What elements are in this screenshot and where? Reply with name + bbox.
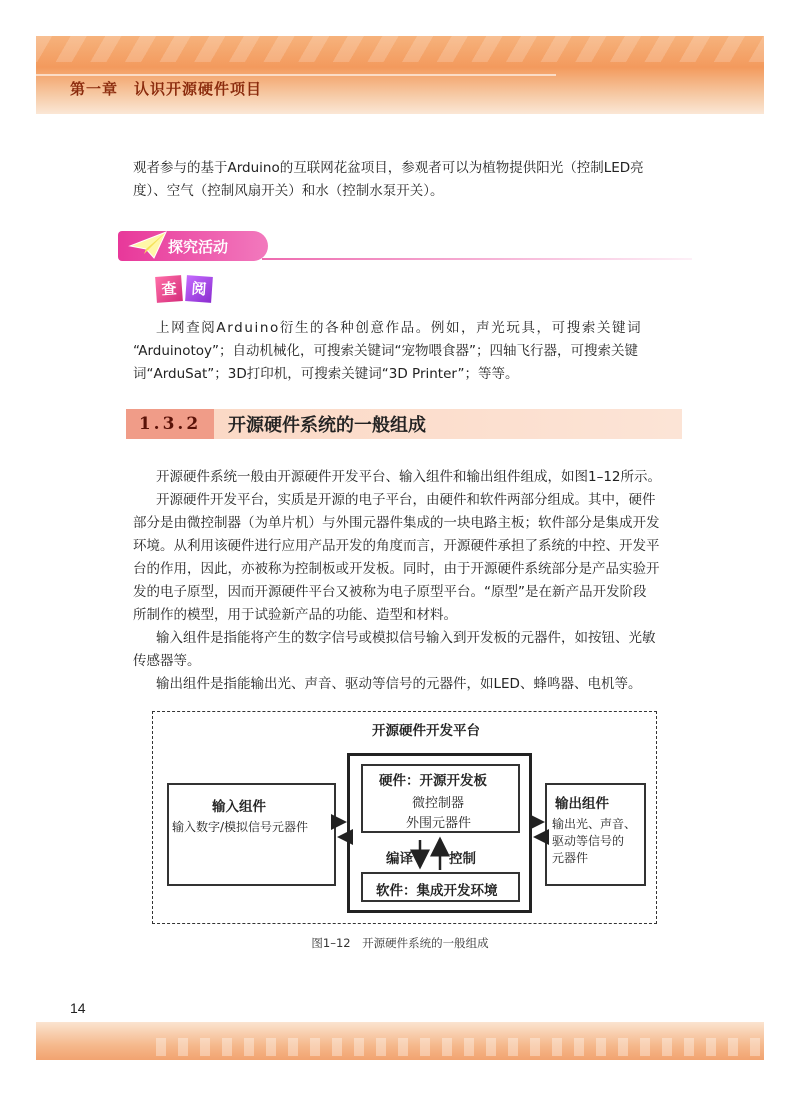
body-line-2: 开源硬件开发平台，实质是开源的电子平台，由硬件和软件两部分组成。其中，硬件 xyxy=(156,492,656,508)
output-desc-2: 驱动等信号的 xyxy=(552,834,625,848)
compile-label: 编译 xyxy=(386,851,413,867)
body-line-3: 部分是由微控制器（为单片机）与外围元器件集成的一块电路主板；软件部分是集成开发 xyxy=(133,515,660,531)
activity-line-2: “Arduinotoy”；自动机械化，可搜索关键词“宠物喂食器”；四轴飞行器，可搜索关键 xyxy=(133,343,639,359)
output-desc-3: 元器件 xyxy=(552,851,589,865)
body-line-10: 输出组件是指能输出光、声音、驱动等信号的元器件，如LED、蜂鸣器、电机等。 xyxy=(156,676,642,692)
output-title: 输出组件 xyxy=(555,796,609,812)
footer-banner xyxy=(36,1022,764,1060)
badge-yue: 阅 xyxy=(185,275,213,303)
hardware-item-peripheral: 外围元器件 xyxy=(406,816,472,831)
page-number: 14 xyxy=(70,1000,86,1016)
activity-label: 探究活动 xyxy=(168,238,229,256)
hardware-item-mcu: 微控制器 xyxy=(412,796,465,811)
hardware-title: 硬件：开源开发板 xyxy=(379,773,487,789)
chapter-title: 第一章 认识开源硬件项目 xyxy=(70,80,263,98)
body-line-9: 传感器等。 xyxy=(133,653,201,669)
activity-line-1: 上网查阅Arduino衍生的各种创意作品。例如，声光玩具，可搜索关键词 xyxy=(156,320,643,336)
software-title: 软件：集成开发环境 xyxy=(376,883,498,899)
output-desc-1: 输出光、声音、 xyxy=(552,817,637,831)
control-label: 控制 xyxy=(449,851,476,867)
body-line-4: 环境。从利用该硬件进行应用产品开发的角度而言，开源硬件承担了系统的中控、开发平 xyxy=(133,538,660,554)
body-line-7: 所制作的模型，用于试验新产品的功能、造型和材料。 xyxy=(133,607,457,623)
body-line-8: 输入组件是指能将产生的数字信号或模拟信号输入到开发板的元器件，如按钮、光敏 xyxy=(156,630,656,646)
section-number: 1.3.2 xyxy=(126,409,214,439)
badge-cha: 查 xyxy=(155,275,183,303)
input-title: 输入组件 xyxy=(212,799,266,815)
body-line-1: 开源硬件系统一般由开源硬件开发平台、输入组件和输出组件组成，如图1–12所示。 xyxy=(156,469,662,485)
section-title: 开源硬件系统的一般组成 xyxy=(228,415,426,436)
figure-caption: 图1–12 开源硬件系统的一般组成 xyxy=(311,936,489,950)
intro-line-1: 观者参与的基于Arduino的互联网花盆项目，参观者可以为植物提供阳光（控制LED亮 xyxy=(133,160,644,176)
body-line-5: 台的作用，因此，亦被称为控制板或开发板。同时，由于开源硬件系统部分是产品实验开 xyxy=(133,561,660,577)
intro-line-2: 度）、空气（控制风扇开关）和水（控制水泵开关）。 xyxy=(133,183,444,199)
input-desc: 输入数字/模拟信号元器件 xyxy=(172,820,309,834)
body-line-6: 发的电子原型，因而开源硬件平台又被称为电子原型平台。“原型”是在新产品开发阶段 xyxy=(133,584,647,600)
activity-line-3: 词“ArduSat”；3D打印机，可搜索关键词“3D Printer”；等等。 xyxy=(133,366,519,382)
platform-title: 开源硬件开发平台 xyxy=(372,723,480,739)
